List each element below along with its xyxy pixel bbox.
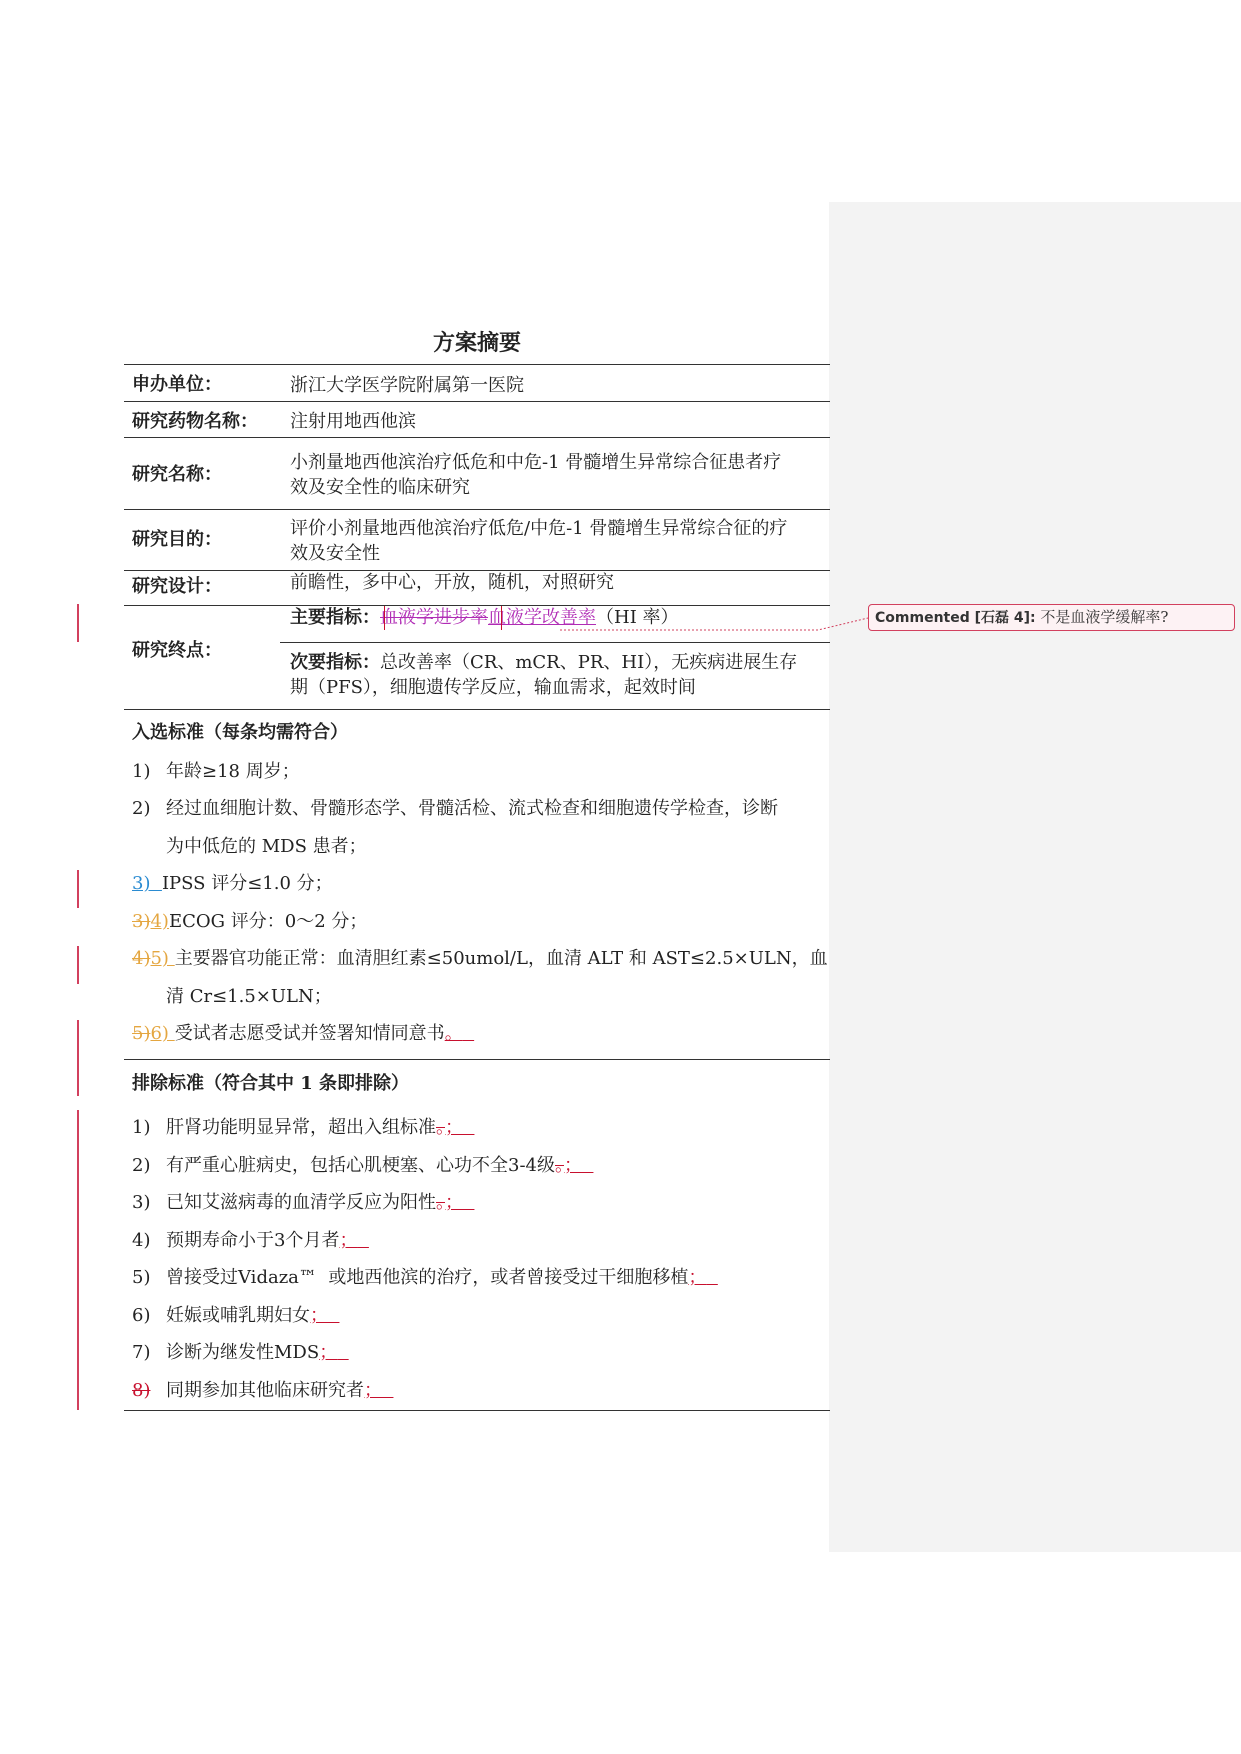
list-item: 7) 诊断为继发性MDS；: [132, 1342, 338, 1363]
list-item: 1) 年龄≥18 周岁；: [132, 761, 300, 782]
row-label-design: 研究设计：: [132, 576, 222, 597]
table-rule: [124, 509, 830, 510]
change-bar: [77, 870, 79, 908]
revision-caret: [501, 606, 502, 630]
row-value-primary-endpoint: [290, 605, 824, 630]
list-item: 4) 预期寿命小于3个月者；: [132, 1230, 358, 1251]
inserted-text[interactable]: 血液学改善率: [488, 607, 596, 628]
section-rule: [124, 1059, 830, 1060]
secondary-endpoint-label: 次要指标：: [290, 652, 380, 673]
row-value-study-name-2: 效及安全性的临床研究: [290, 477, 470, 498]
table-rule: [124, 364, 830, 365]
comment-text: 不是血液学缓解率?: [1040, 608, 1169, 626]
row-value-objective-2: 效及安全性: [290, 543, 380, 564]
page-title: 方案摘要: [432, 330, 521, 356]
row-value-design: 前瞻性，多中心，开放，随机，对照研究: [290, 572, 614, 593]
change-bar: [77, 1020, 79, 1096]
list-item: 4)5) 主要器官功能正常：血清胆红素≤50umol/L，血清 ALT 和 AST≤2.5×ULN，血: [132, 948, 828, 969]
inserted-number: 6): [150, 1023, 175, 1044]
deleted-number: 3): [132, 911, 151, 932]
table-subrule: [280, 642, 830, 643]
table-rule: [124, 437, 830, 438]
table-rule: [124, 709, 830, 710]
deleted-number: 8): [132, 1380, 151, 1401]
table-rule: [124, 401, 830, 402]
list-item-continuation: 清 Cr≤1.5×ULN；: [166, 986, 332, 1007]
list-item: 3) IPSS 评分≤1.0 分；: [132, 873, 333, 894]
row-value-drug: 注射用地西他滨: [290, 411, 416, 432]
revision-caret: [384, 606, 385, 630]
row-value-sponsor: 浙江大学医学院附属第一医院: [290, 375, 524, 396]
list-item: 2) 经过血细胞计数、骨髓形态学、骨髓活检、流式检查和细胞遗传学检查，诊断: [132, 798, 778, 819]
change-bar: [77, 604, 79, 642]
inserted-number: 4): [150, 911, 169, 932]
list-item: 3) 已知艾滋病毒的血清学反应为阳性。；: [132, 1192, 463, 1213]
list-item: 3)4)ECOG 评分：0～2 分；: [132, 911, 368, 932]
row-label-drug: 研究药物名称：: [132, 411, 258, 432]
exclusion-heading: 排除标准（符合其中 1 条即排除）: [132, 1073, 410, 1094]
list-item-continuation: 为中低危的 MDS 患者；: [166, 836, 367, 857]
list-item: 5)6) 受试者志愿受试并签署知情同意书。: [132, 1023, 463, 1044]
change-bar: [77, 1110, 79, 1410]
primary-endpoint-suffix: （HI 率）: [596, 607, 679, 628]
deleted-number: 4): [132, 948, 151, 969]
inserted-number: 3): [132, 873, 151, 894]
row-value-secondary-endpoint-2: 期（PFS），细胞遗传学反应，输血需求，起效时间: [290, 677, 696, 698]
row-label-study-name: 研究名称：: [132, 464, 222, 485]
row-value-study-name-1: 小剂量地西他滨治疗低危和中危-1 骨髓增生异常综合征患者疗: [290, 452, 782, 473]
row-label-objective: 研究目的：: [132, 529, 222, 550]
row-label-sponsor: 申办单位：: [132, 374, 222, 395]
list-item: 5) 曾接受过Vidaza™ 或地西他滨的治疗，或者曾接受过干细胞移植；: [132, 1267, 707, 1288]
inclusion-heading: 入选标准（每条均需符合）: [132, 722, 348, 743]
comment-author: Commented [石磊 4]:: [875, 610, 1036, 626]
row-value-secondary-endpoint-1: 次要指标：总改善率（CR、mCR、PR、HI），无疾病进展生存: [290, 652, 798, 673]
row-value-objective-1: 评价小剂量地西他滨治疗低危/中危-1 骨髓增生异常综合征的疗: [290, 518, 788, 539]
section-rule: [124, 1410, 830, 1411]
inserted-number: 5): [150, 948, 175, 969]
row-label-endpoints: 研究终点：: [132, 640, 222, 661]
list-item: 1) 肝肾功能明显异常，超出入组标准。；: [132, 1117, 463, 1138]
list-item: 6) 妊娠或哺乳期妇女；: [132, 1305, 328, 1326]
list-item: 8)同期参加其他临床研究者；: [132, 1378, 393, 1404]
primary-endpoint-label: 主要指标：: [290, 607, 380, 628]
deleted-number: 5): [132, 1023, 151, 1044]
deleted-text[interactable]: 血液学进步率: [380, 607, 488, 628]
list-item: 2) 有严重心脏病史，包括心肌梗塞、心功不全3-4级。；: [132, 1155, 582, 1176]
comment-balloon[interactable]: [868, 604, 1235, 631]
change-bar: [77, 946, 79, 984]
